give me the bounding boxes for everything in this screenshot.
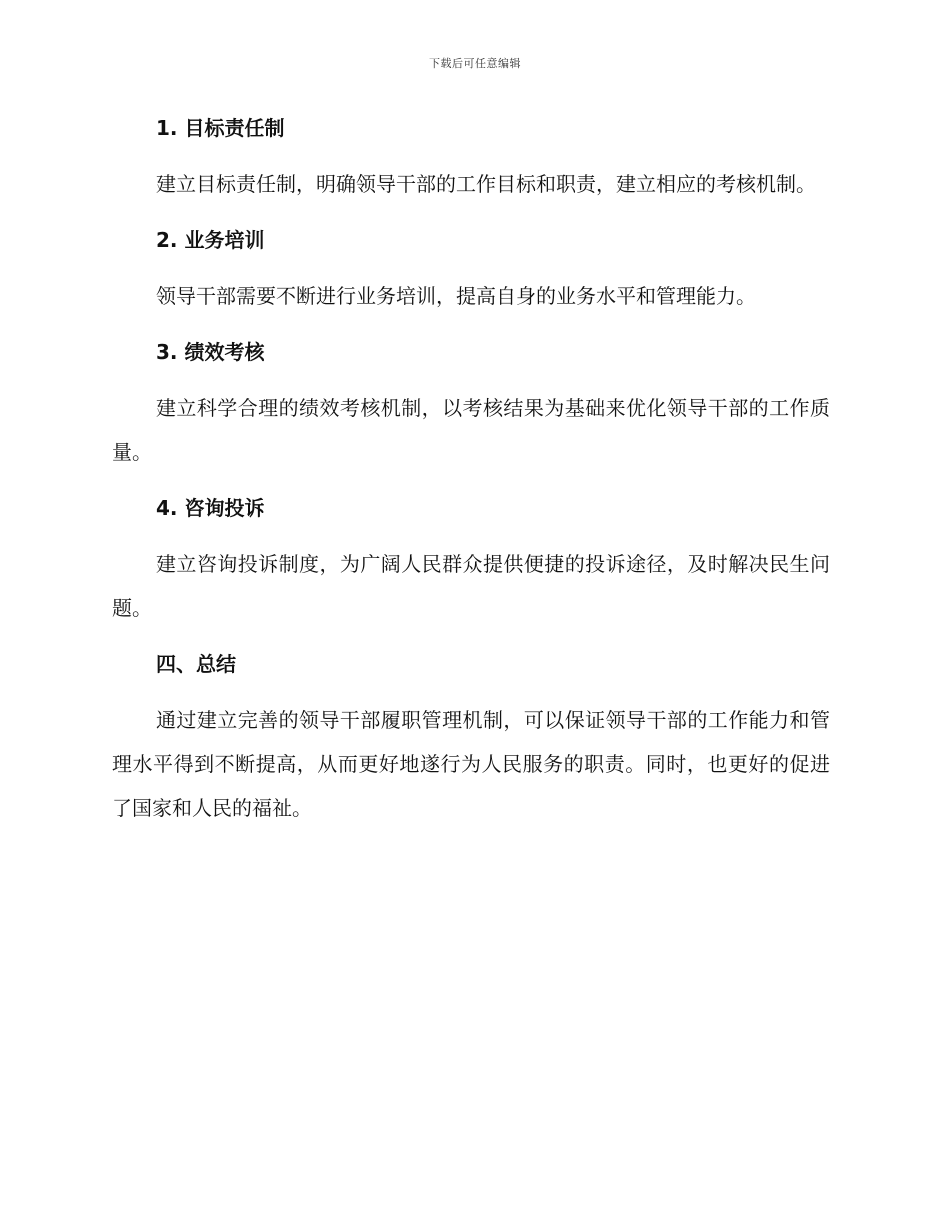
section-heading: 4. 咨询投诉: [156, 496, 265, 520]
section-paragraph: 建立咨询投诉制度，为广阔人民群众提供便捷的投诉途径，及时解决民生问题。: [112, 552, 830, 620]
section-heading: 1. 目标责任制: [156, 116, 285, 140]
section-summary: [112, 642, 830, 830]
section-paragraph: 建立科学合理的绩效考核机制，以考核结果为基础来优化领导干部的工作质量。: [112, 396, 830, 464]
section-paragraph: 领导干部需要不断进行业务培训，提高自身的业务水平和管理能力。: [156, 284, 756, 308]
section-heading: 3. 绩效考核: [156, 340, 265, 364]
section-heading: 2. 业务培训: [156, 228, 265, 252]
header-note: 下载后可任意编辑: [429, 57, 521, 70]
section-heading: 四、总结: [156, 652, 236, 676]
document-body: [112, 106, 830, 842]
section-consultation-complaints: [112, 486, 830, 630]
section-paragraph: 通过建立完善的领导干部履职管理机制，可以保证领导干部的工作能力和管理水平得到不断提高，从而更好地遂行为人民服务的职责。同时，也更好的促进了国家和人民的福祉。: [112, 708, 830, 820]
section-business-training: [112, 218, 830, 318]
section-performance-review: [112, 330, 830, 474]
section-paragraph: 建立目标责任制，明确领导干部的工作目标和职责，建立相应的考核机制。: [156, 172, 816, 196]
section-target-responsibility: [112, 106, 830, 206]
